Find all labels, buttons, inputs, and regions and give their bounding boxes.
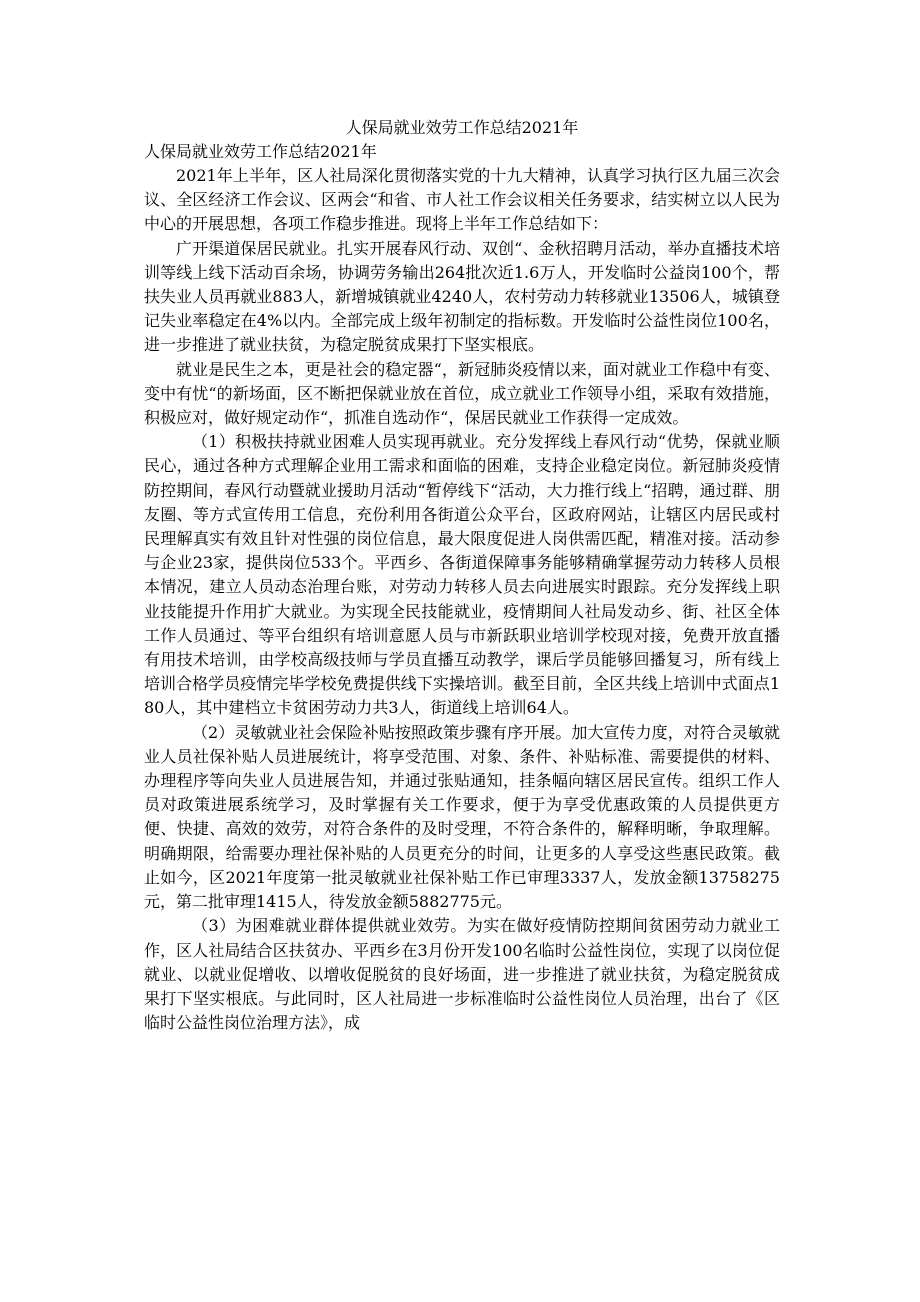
intro-paragraph: 2021年上半年，区人社局深化贯彻落实党的十九大精神，认真学习执行区九届三次会议、全区经济工作会议、区两会“和省、市人社工作会议相关任务要求，结实树立以人民为中心的开展思想，各项工作稳步推进。现将上半年工作总结如下： xyxy=(144,166,780,234)
paragraph-section-2: （2）灵敏就业社会保险补贴按照政策步骤有序开展。加大宣传力度，对符合灵敏就业人员社保补贴人员进展统计，将享受范围、对象、条件、补贴标准、需要提供的材料、办理程序等向失业人员进展告知，并通过张贴通知，挂条幅向辖区居民宣传。组织工作人员对政策进展系统学习，及时掌握有关工作要求，便于为享受优惠政策的人员提供更方便、快捷、高效的效劳，对符合条件的及时受理，不符合条件的，解释明晰，争取理解。明确期限，给需要办理社保补贴的人员更充分的时间，让更多的人享受这些惠民政策。截止如今，区2021年度第一批灵敏就业社保补贴工作已审理3337人，发放金额13758275元，第二批审理1415人，待发放金额5882775元。 xyxy=(144,722,780,912)
paragraph-employment-channels: 广开渠道保居民就业。扎实开展春风行动、双创“、金秋招聘月活动，举办直播技术培训等线上线下活动百余场，协调劳务输出264批次近1.6万人，开发临时公益岗100个，帮扶失业人员再就业883人，新增城镇就业4240人，农村劳动力转移就业13506人，城镇登记失业率稳定在4%以内。全部完成上级年初制定的指标数。开发临时公益性岗位100名，进一步推进了就业扶贫，为稳定脱贫成果打下坚实根底。 xyxy=(144,238,780,355)
paragraph-section-3: （3）为困难就业群体提供就业效劳。为实在做好疫情防控期间贫困劳动力就业工作，区人社局结合区扶贫办、平西乡在3月份开发100名临时公益性岗位，实现了以岗位促就业、以就业促增收、以增收促脱贫的良好场面，进一步推进了就业扶贫，为稳定脱贫成果打下坚实根底。与此同时，区人社局进一步标准临时公益性岗位人员治理，出台了《区临时公益性岗位治理方法》，成 xyxy=(144,916,780,1033)
paragraph-section-1: （1）积极扶持就业困难人员实现再就业。充分发挥线上春风行动“优势，保就业顺民心，通过各种方式理解企业用工需求和面临的困难，支持企业稳定岗位。新冠肺炎疫情防控期间，春风行动暨就业援助月活动“暂停线下“活动，大力推行线上“招聘，通过群、朋友圈、等方式宣传用工信息，充份利用各街道公众平台，区政府网站，让辖区内居民或村民理解真实有效且针对性强的岗位信息，最大限度促进人岗供需匹配，精准对接。活动参与企业23家，提供岗位533个。平西乡、各街道保障事务能够精确掌握劳动力转移人员根本情况，建立人员动态治理台账，对劳动力转移人员去向进展实时跟踪。充分发挥线上职业技能提升作用扩大就业。为实现全民技能就业，疫情期间人社局发动乡、街、社区全体工作人员通过、等平台组织有培训意愿人员与市新跃职业培训学校现对接，免费开放直播有用技术培训，由学校高级技师与学员直播互动教学，课后学员能够回播复习，所有线上培训合格学员疫情完毕学校免费提供线下实操培训。截至目前，全区共线上培训中式面点180人，其中建档立卡贫困劳动力共3人，街道线上培训64人。 xyxy=(144,432,780,718)
document-title: 人保局就业效劳工作总结2021年 xyxy=(345,118,579,137)
document-page xyxy=(144,116,780,1035)
paragraph-employment-stability: 就业是民生之本，更是社会的稳定器“，新冠肺炎疫情以来，面对就业工作稳中有变、变中有忧“的新场面，区不断把保就业放在首位，成立就业工作领导小组，采取有效措施，积极应对，做好规定动作“，抓准自选动作“，保居民就业工作获得一定成效。 xyxy=(144,359,780,428)
document-subtitle: 人保局就业效劳工作总结2021年 xyxy=(144,142,377,161)
